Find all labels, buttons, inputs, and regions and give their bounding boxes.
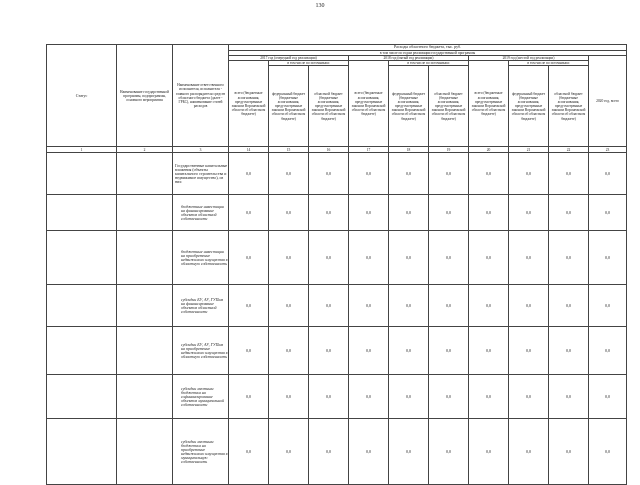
value-cell: 0,0 (229, 195, 269, 231)
table-row (47, 285, 627, 327)
value-cell: 0,0 (349, 327, 389, 375)
value-cell: 0,0 (469, 231, 509, 285)
value-cell: 0,0 (469, 327, 509, 375)
value-cell: 0,0 (389, 195, 429, 231)
column-number: 3 (173, 147, 229, 153)
column-number: 18 (389, 147, 429, 153)
column-number: 14 (229, 147, 269, 153)
header-expenses-title: Расходы областного бюджета, тыс. руб. (229, 45, 627, 51)
header-year-2017: 2017 год (очередной год реализации) (229, 56, 349, 61)
column-number: 23 (589, 147, 627, 153)
column-number: 16 (309, 147, 349, 153)
value-cell: 0,0 (389, 231, 429, 285)
header-col-regional: областной бюджет (бюджетные ассигнования, предусмотренные законом Воронежской области об областном бюджете) (429, 66, 469, 147)
expense-item-name: субсидии БУ, АУ, ГУПам на финансирование объектов областной собственности (173, 285, 229, 327)
value-cell: 0,0 (349, 419, 389, 485)
value-cell: 0,0 (589, 419, 627, 485)
column-number: 21 (509, 147, 549, 153)
expense-item-name: Государственные капитальные вложения (объекты капитального строительства и недвижимое имущество), из них: (173, 153, 229, 195)
value-cell: 0,0 (229, 285, 269, 327)
header-col-federal: федеральный бюджет (бюджетные ассигнования, предусмотренные законом Воронежской области об областном бюджете) (269, 66, 309, 147)
value-cell: 0,0 (229, 153, 269, 195)
page-number: 130 (315, 3, 325, 9)
status-cell (47, 153, 117, 195)
value-cell: 0,0 (509, 419, 549, 485)
value-cell: 0,0 (589, 285, 627, 327)
column-number: 17 (349, 147, 389, 153)
header-year-2018: 2018 год (пятый год реализации) (349, 56, 469, 61)
value-cell: 0,0 (309, 153, 349, 195)
value-cell: 0,0 (309, 419, 349, 485)
value-cell: 0,0 (389, 327, 429, 375)
value-cell: 0,0 (549, 231, 589, 285)
value-cell: 0,0 (469, 375, 509, 419)
value-cell: 0,0 (509, 327, 549, 375)
expense-item-name: субсидии местным бюджетам на приобретение недвижимого имущества в муниципальную собственность (173, 419, 229, 485)
program-cell (117, 153, 173, 195)
program-cell (117, 195, 173, 231)
program-cell (117, 231, 173, 285)
header-col-regional: областной бюджет (бюджетные ассигнования, предусмотренные законом Воронежской области об областном бюджете) (309, 66, 349, 147)
value-cell: 0,0 (469, 419, 509, 485)
status-cell (47, 419, 117, 485)
value-cell: 0,0 (429, 153, 469, 195)
table-row (47, 231, 627, 285)
value-cell: 0,0 (229, 375, 269, 419)
value-cell: 0,0 (309, 285, 349, 327)
value-cell: 0,0 (229, 419, 269, 485)
value-cell: 0,0 (429, 327, 469, 375)
value-cell: 0,0 (309, 327, 349, 375)
value-cell: 0,0 (349, 153, 389, 195)
expense-item-name: бюджетные инвестиции на приобретение недвижимого имущества в областную собственность (173, 231, 229, 285)
table-row (47, 195, 627, 231)
header-by-years: в том числе по годам реализации государственной программы (229, 51, 627, 56)
status-cell (47, 285, 117, 327)
value-cell: 0,0 (269, 327, 309, 375)
value-cell: 0,0 (509, 375, 549, 419)
header-executor: Наименование ответственного исполнителя, исполнителя - главного распорядителя средств областного бюджета (далее - ГРБС), наименование статей расходов (173, 45, 229, 147)
value-cell: 0,0 (269, 285, 309, 327)
program-cell (117, 419, 173, 485)
column-number: 15 (269, 147, 309, 153)
value-cell: 0,0 (509, 285, 549, 327)
value-cell: 0,0 (509, 231, 549, 285)
value-cell: 0,0 (349, 375, 389, 419)
table-row (47, 327, 627, 375)
value-cell: 0,0 (269, 153, 309, 195)
header-col-all: всего (бюджетные ассигнования, предусмотренные законом Воронежской области об областном бюджете) (349, 61, 389, 147)
value-cell: 0,0 (429, 375, 469, 419)
header-col-all: всего (бюджетные ассигнования, предусмотренные законом Воронежской области об областном бюджете) (229, 61, 269, 147)
header-incl-sources: в том числе по источникам: (509, 61, 589, 66)
value-cell: 0,0 (389, 153, 429, 195)
value-cell: 0,0 (509, 153, 549, 195)
status-cell (47, 195, 117, 231)
expense-item-name: бюджетные инвестиции на финансирование объектов областной собственности (173, 195, 229, 231)
column-number: 22 (549, 147, 589, 153)
value-cell: 0,0 (589, 327, 627, 375)
header-col-regional: областной бюджет (бюджетные ассигнования, предусмотренные законом Воронежской области об областном бюджете) (549, 66, 589, 147)
value-cell: 0,0 (469, 285, 509, 327)
status-cell (47, 327, 117, 375)
header-incl-sources: в том числе по источникам: (389, 61, 469, 66)
header-status: Статус (47, 45, 117, 147)
value-cell: 0,0 (429, 195, 469, 231)
value-cell: 0,0 (349, 231, 389, 285)
value-cell: 0,0 (549, 375, 589, 419)
header-incl-sources: в том числе по источникам: (269, 61, 349, 66)
column-number: 1 (47, 147, 117, 153)
value-cell: 0,0 (269, 231, 309, 285)
value-cell: 0,0 (309, 195, 349, 231)
value-cell: 0,0 (309, 375, 349, 419)
value-cell: 0,0 (389, 375, 429, 419)
value-cell: 0,0 (429, 231, 469, 285)
value-cell: 0,0 (589, 375, 627, 419)
header-col-2020: 2020 год, всего (589, 56, 627, 147)
column-number: 2 (117, 147, 173, 153)
expense-item-name: субсидии БУ, АУ, ГУПам на приобретение недвижимого имущества в областную собственность (173, 327, 229, 375)
value-cell: 0,0 (589, 195, 627, 231)
value-cell: 0,0 (349, 285, 389, 327)
status-cell (47, 231, 117, 285)
table-row (47, 153, 627, 195)
value-cell: 0,0 (589, 153, 627, 195)
table-body (47, 153, 627, 485)
header-col-all: всего (бюджетные ассигнования, предусмотренные законом Воронежской области об областном бюджете) (469, 61, 509, 147)
table-row (47, 419, 627, 485)
value-cell: 0,0 (349, 195, 389, 231)
program-cell (117, 375, 173, 419)
value-cell: 0,0 (389, 419, 429, 485)
value-cell: 0,0 (269, 195, 309, 231)
column-number: 19 (429, 147, 469, 153)
value-cell: 0,0 (509, 195, 549, 231)
expense-item-name: субсидии местным бюджетам на софинансирование объектов муниципальной собственности (173, 375, 229, 419)
header-program-name: Наименование государственной программы, подпрограммы, основного мероприятия (117, 45, 173, 147)
budget-table (46, 44, 627, 485)
value-cell: 0,0 (549, 195, 589, 231)
value-cell: 0,0 (229, 231, 269, 285)
column-number: 20 (469, 147, 509, 153)
value-cell: 0,0 (549, 285, 589, 327)
value-cell: 0,0 (549, 153, 589, 195)
table-row (47, 375, 627, 419)
value-cell: 0,0 (269, 375, 309, 419)
value-cell: 0,0 (589, 231, 627, 285)
value-cell: 0,0 (309, 231, 349, 285)
value-cell: 0,0 (549, 327, 589, 375)
value-cell: 0,0 (469, 195, 509, 231)
value-cell: 0,0 (389, 285, 429, 327)
value-cell: 0,0 (549, 419, 589, 485)
program-cell (117, 327, 173, 375)
value-cell: 0,0 (429, 285, 469, 327)
program-cell (117, 285, 173, 327)
value-cell: 0,0 (269, 419, 309, 485)
value-cell: 0,0 (469, 153, 509, 195)
value-cell: 0,0 (229, 327, 269, 375)
header-year-2019: 2019 год (шестой год реализации) (469, 56, 589, 61)
header-col-federal: федеральный бюджет (бюджетные ассигнования, предусмотренные законом Воронежской области об областном бюджете) (389, 66, 429, 147)
header-col-federal: федеральный бюджет (бюджетные ассигнования, предусмотренные законом Воронежской области об областном бюджете) (509, 66, 549, 147)
status-cell (47, 375, 117, 419)
value-cell: 0,0 (429, 419, 469, 485)
